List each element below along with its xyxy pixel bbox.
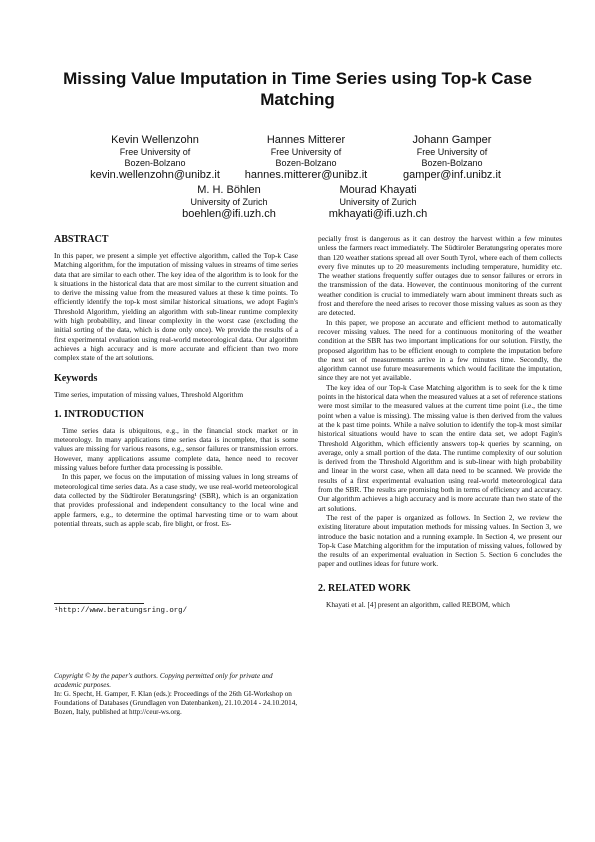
author-affiliation: Free University of <box>119 147 191 157</box>
author-block <box>293 184 463 221</box>
author-email: kevin.wellenzohn@unibz.it <box>90 169 220 181</box>
author-affiliation: Bozen-Bolzano <box>275 158 337 168</box>
left-column <box>54 234 298 528</box>
paragraph: pecially frost is dangerous as it can destroy the harvest within a few minutes unless the farmers react immediately. The Südtiroler Beratungsring operates more than 120 weather stations spread all over South Tyrol, where each of them collects every five minutes up to 20 measurements including temperature, humidity etc. The weather stations frequently suffer outages due to sensor failures or errors in the transmission of the data. However, the continuous monitoring of the current weather condition is crucial to immediately warn about imminent threats such as frost and therefore the need arises to recover those missing values as soon as they are detected. <box>318 234 562 318</box>
related-work-heading: 2. RELATED WORK <box>318 582 411 594</box>
right-column <box>318 234 562 609</box>
author-name: Mourad Khayati <box>339 184 417 196</box>
keywords-text: Time series, imputation of missing values, Threshold Algorithm <box>54 389 244 399</box>
author-affiliation: Free University of <box>416 147 488 157</box>
paragraph: The key idea of our Top-k Case Matching algorithm is to seek for the k time points in the historical data when the measured values at a set of reference stations were most similar to the measured values at the current time point (i.e., the time point when a value is missing). The missing value is then derived from the values at the k past time points. While a naïve solution to identify the top-k most similar historical situations would have to scan the entire data set, we adopt Fagin's Threshold Algorithm, which efficiently answers top-k queries by scanning, on average, only a small portion of the data. The runtime complexity of our solution is derived from the Threshold Algorithm and is sub-linear with high probability and linear in the worst case, when all data need to be scanned. We provide the results of a first experimental evaluation using real-world meteorological data from the SBR. The results are promising both in terms of efficiency and accuracy. Our algorithm achieves a high accuracy and is more accurate than two state of the art solutions. <box>318 382 562 513</box>
author-name: Johann Gamper <box>412 134 492 146</box>
author-email: hannes.mitterer@unibz.it <box>244 169 368 181</box>
paragraph: In this paper, we propose an accurate and efficient method to automatically recover missing values. The need for a continuous monitoring of the weather condition at the SBR has two important implications for our solution. Firstly, the proposed algorithm has to be efficient enough to complete the imputation before the next set of measurements arrive in a few minutes time. Secondly, the algorithm cannot use future measurements which would facilitate the imputation, since they are not yet available. <box>318 317 562 383</box>
footnote-rule <box>54 603 144 604</box>
author-name: Kevin Wellenzohn <box>111 134 199 146</box>
author-affiliation: Bozen-Bolzano <box>421 158 483 168</box>
author-affiliation: Free University of <box>270 147 342 157</box>
paragraph: Time series data is ubiquitous, e.g., in the financial stock market or in meteorology. In many applications time series data is incomplete, that is some values are missing for various reasons, e.g., sensor failures or transmission errors. However, many applications assume complete data, hence need to recover missing values before further data processing is possible. <box>54 425 298 473</box>
author-name: M. H. Böhlen <box>197 184 261 196</box>
author-affiliation: Bozen-Bolzano <box>124 158 186 168</box>
copyright-notice <box>54 672 298 717</box>
author-block <box>144 184 314 221</box>
copyright-text: Copyright © by the paper's authors. Copying permitted only for private and academic purposes. <box>54 672 273 689</box>
introduction-heading: 1. INTRODUCTION <box>54 408 145 420</box>
author-block <box>367 134 537 182</box>
keywords-heading: Keywords <box>54 372 98 384</box>
author-affiliation: University of Zurich <box>190 197 268 207</box>
author-email: gamper@inf.unibz.it <box>403 169 501 181</box>
author-block <box>221 134 391 182</box>
proceedings-text: In: G. Specht, H. Gamper, F. Klan (eds.): Proceedings of the 26th GI-Workshop on Foundations of Databases (Grundlagen von Datenbanken), 21.10.2014 - 24.10.2014, Bozen, Italy, published at http://ceur-ws.org. <box>54 690 298 716</box>
paragraph: The rest of the paper is organized as follows. In Section 2, we review the existing literature about imputation methods for missing values. In Section 3, we introduce the basic notation and a running example. In Section 4, we present our Top-k Case Matching algorithm for the imputation of missing values, followed by the results of an experimental evaluation in Section 5. Section 6 concludes the paper and outlines ideas for future work. <box>318 512 562 569</box>
footnote-link[interactable]: ¹http://www.beratungsring.org/ <box>54 607 188 615</box>
author-email: boehlen@ifi.uzh.ch <box>182 208 276 220</box>
author-affiliation: University of Zurich <box>339 197 417 207</box>
author-email: mkhayati@ifi.uzh.ch <box>328 208 428 220</box>
author-block <box>70 134 240 182</box>
paper-title: Missing Value Imputation in Time Series using Top-k Case Matching <box>63 69 532 109</box>
author-name: Hannes Mitterer <box>266 134 346 146</box>
paragraph: Khayati et al. [4] present an algorithm, called REBOM, which <box>326 599 510 609</box>
abstract-heading: ABSTRACT <box>54 234 109 245</box>
paragraph: In this paper, we focus on the imputation of missing values in long streams of meteorological time series data. As a case study, we use real-world meteorological data collected by the Südtiroler Beratungsring¹ (SBR), which is an organization that provides professional and independent consultancy to the local wine and apple farmers, e.g., to determine the optimal harvesting time or to warn about potential threats, such as apple scab, fire blight, or frost. Es- <box>54 472 298 528</box>
abstract-text: In this paper, we present a simple yet effective algorithm, called the Top-k Case Matching algorithm, for the imputation of missing values in streams of time series data that are similar to each other. The key idea of the algorithm is to look for the k situations in the historical data that are most similar to the current situation and to derive the missing value from the measured values at these k time points. To efficiently identify the top-k most similar historical situations, we adopt Fagin's Threshold Algorithm, yielding an algorithm with sub-linear runtime complexity with high probability, and linear complexity in the worst case (excluding the initial sorting of the data, which is done only once). We provide the results of a first experimental evaluation using real-world meteorological data. Our algorithm achieves a high accuracy and is more accurate and efficient than two more complex state of the art solutions. <box>54 251 298 363</box>
